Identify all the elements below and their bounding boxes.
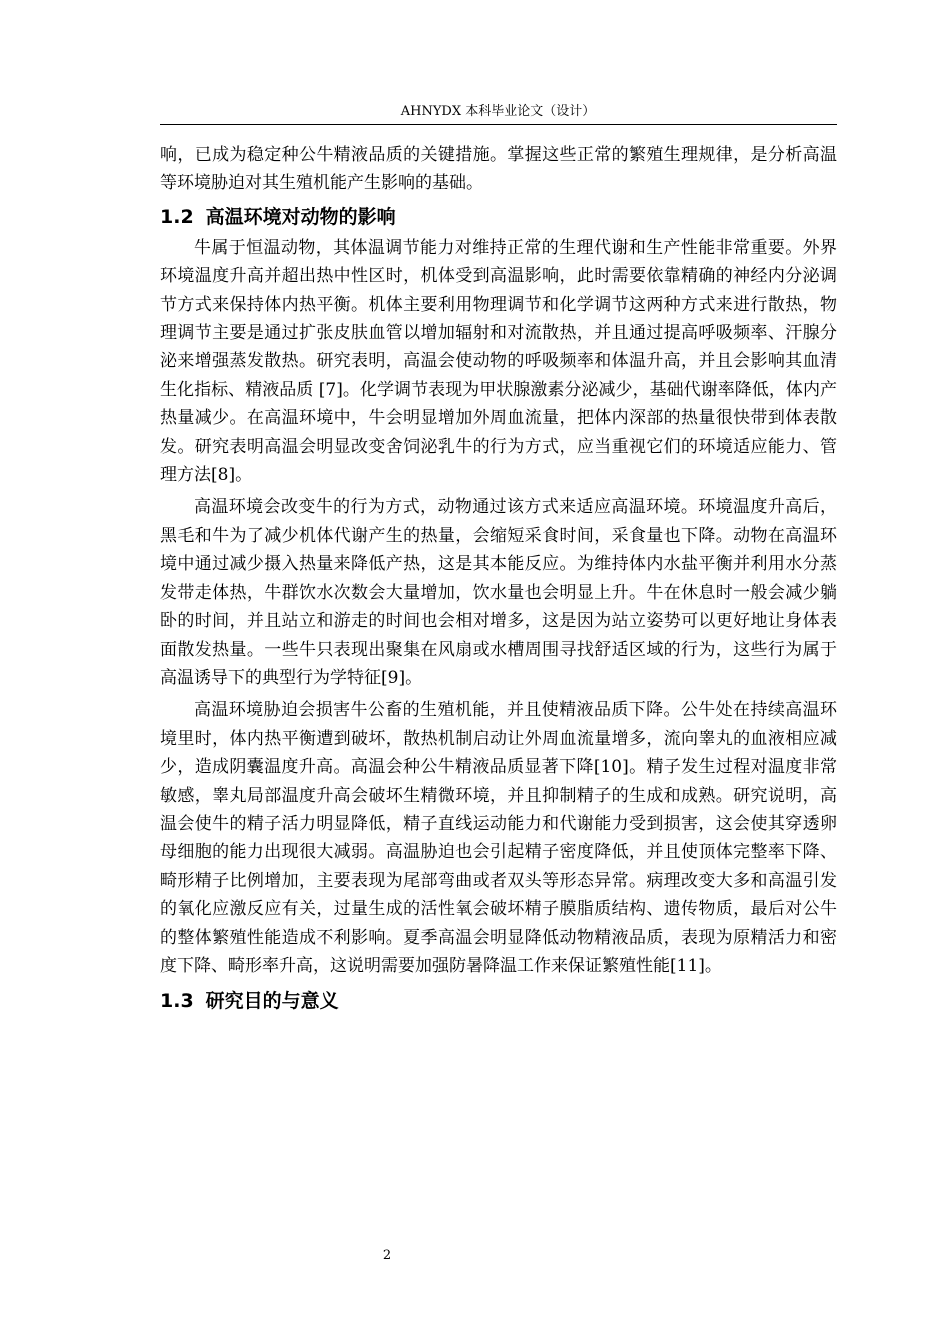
header-rule [160,124,837,125]
body-paragraph: 高温环境会改变牛的行为方式，动物通过该方式来适应高温环境。环境温度升高后，黑毛和牛为了减少机体代谢产生的热量，会缩短采食时间，采食量也下降。动物在高温环境中通过减少摄入热量来降低产热，这是其本能反应。为维持体内水盐平衡并利用水分蒸发带走体热，牛群饮水次数会大量增加，饮水量也会明显上升。牛在休息时一般会减少躺卧的时间，并且站立和游走的时间也会相对增多，这是因为站立姿势可以更好地让身体表面散发热量。一些牛只表现出聚集在风扇或水槽周围寻找舒适区域的行为，这些行为属于高温诱导下的典型行为学特征[9]。 [160,497,837,688]
page-number: 2 [382,1248,392,1263]
section-heading-1-3 [160,982,837,1018]
body-paragraph: 牛属于恒温动物，其体温调节能力对维持正常的生理代谢和生产性能非常重要。外界环境温度升高并超出热中性区时，机体受到高温影响，此时需要依靠精确的神经内分泌调节方式来保持体内热平衡。机体主要利用物理调节和化学调节这两种方式来进行散热，物理调节主要是通过扩张皮肤血管以增加辐射和对流散热，并且通过提高呼吸频率、汗腺分泌来增强蒸发散热。研究表明，高温会使动物的呼吸频率和体温升高，并且会影响其血清生化指标、精液品质 [7]。化学调节表现为甲状腺激素分泌减少，基础代谢率降低，体内产热量减少。在高温环境中，牛会明显增加外周血流量，把体内深部的热量很快带到体表散发。研究表明高温会明显改变舍饲泌乳牛的行为方式，应当重视它们的环境适应能力、管理方法[8]。 [160,237,837,486]
section-heading-1-2 [160,198,837,234]
section-title: 高温环境对动物的影响 [205,205,396,228]
section-title: 研究目的与意义 [205,990,339,1013]
continuation-paragraph: 响，已成为稳定种公牛精液品质的关键措施。掌握这些正常的繁殖生理规律，是分析高温等环境胁迫对其生殖机能产生影响的基础。 [160,145,837,194]
section-number: 1.3 [160,990,194,1013]
body-paragraph: 高温环境胁迫会损害牛公畜的生殖机能，并且使精液品质下降。公牛处在持续高温环境里时，体内热平衡遭到破坏，散热机制启动让外周血流量增多，流向睾丸的血液相应减少，造成阴囊温度升高。高温会种公牛精液品质显著下降[10]。精子发生过程对温度非常敏感，睾丸局部温度升高会破坏生精微环境，并且抑制精子的生成和成熟。研究说明，高温会使牛的精子活力明显降低，精子直线运动能力和代谢能力受到损害，这会使其穿透卵母细胞的能力出现很大减弱。高温胁迫也会引起精子密度降低，并且使顶体完整率下降、畸形精子比例增加，主要表现为尾部弯曲或者双头等形态异常。病理改变大多和高温引发的氧化应激反应有关，过量生成的活性氧会破坏精子膜脂质结构、遗传物质，最后对公牛的整体繁殖性能造成不利影响。夏季高温会明显降低动物精液品质，表现为原精活力和密度下降、畸形率升高，这说明需要加强防暑降温工作来保证繁殖性能[11]。 [160,700,837,976]
running-header: AHNYDX 本科毕业论文（设计） [400,104,596,119]
section-number: 1.2 [160,205,194,228]
document-body [160,141,837,1018]
